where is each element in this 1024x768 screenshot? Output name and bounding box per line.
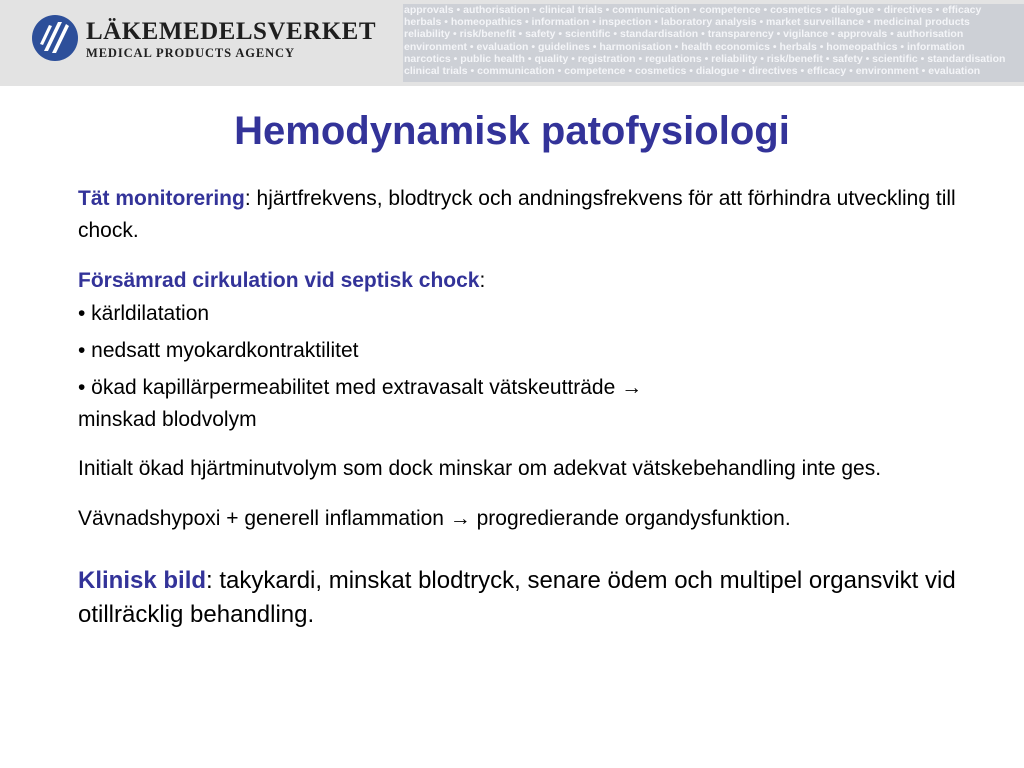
bullet-item: • kärldilatation — [78, 302, 210, 325]
bullet-item: • ökad kapillärpermeabilitet med extravasalt vätskeutträde → minskad blodvolym — [78, 376, 643, 431]
brand-subtitle: MEDICAL PRODUCTS AGENCY — [86, 46, 295, 60]
monitoring-label: Tät monitorering — [78, 187, 245, 210]
keyword-line: reliability • risk/benefit • safety • scientific • standardisation • transparency • vigilance • approvals • authorisation — [404, 28, 964, 41]
brand — [86, 18, 376, 60]
header-bar — [0, 0, 1024, 86]
keyword-line: clinical trials • communication • competence • cosmetics • dialogue • directives • efficacy • environment • evaluation — [404, 65, 981, 78]
keyword-line: herbals • homeopathics • information • inspection • laboratory analysis • market surveillance • medicinal products — [404, 16, 970, 29]
keyword-line: approvals • authorisation • clinical trials • communication • competence • cosmetics • dialogue • directives • efficacy — [404, 4, 982, 16]
paragraph-cardiac-output: Initialt ökad hjärtminutvolym som dock minskar om adekvat vätskebehandling inte ges. — [78, 457, 882, 480]
paragraph-clinical-picture — [78, 564, 978, 632]
paragraph-hypoxia: Vävnadshypoxi + generell inflammation → progredierande organdysfunktion. — [78, 507, 791, 530]
circulation-colon: : — [479, 269, 486, 292]
paragraph-monitoring — [78, 183, 978, 247]
slide-body — [78, 183, 978, 632]
bullet-item: • nedsatt myokardkontraktilitet — [78, 339, 359, 362]
clinical-picture-label: Klinisk bild — [78, 567, 207, 594]
keyword-line: environment • evaluation • guidelines • harmonisation • health economics • herbals • homeopathics • information — [404, 40, 965, 53]
keyword-line: narcotics • public health • quality • registration • regulations • reliability • risk/benefit • safety • scientific • standardisation — [404, 52, 1006, 65]
monitoring-text: : hjärtfrekvens, blodtryck och andningsfrekvens för att förhindra utveckling till chock. — [78, 187, 956, 242]
circulation-label: Försämrad cirkulation vid septisk chock — [78, 269, 480, 292]
brand-name: LÄKEMEDELSVERKET — [86, 18, 377, 45]
agency-shield-logo-icon — [31, 14, 79, 62]
slide-title: Hemodynamisk patofysiologi — [234, 109, 790, 153]
paragraph-circulation — [78, 265, 978, 297]
keyword-banner — [403, 4, 1024, 82]
clinical-picture-text: : takykardi, minskat blodtryck, senare ödem och multipel organsvikt vid otillräcklig behandling. — [78, 567, 956, 628]
